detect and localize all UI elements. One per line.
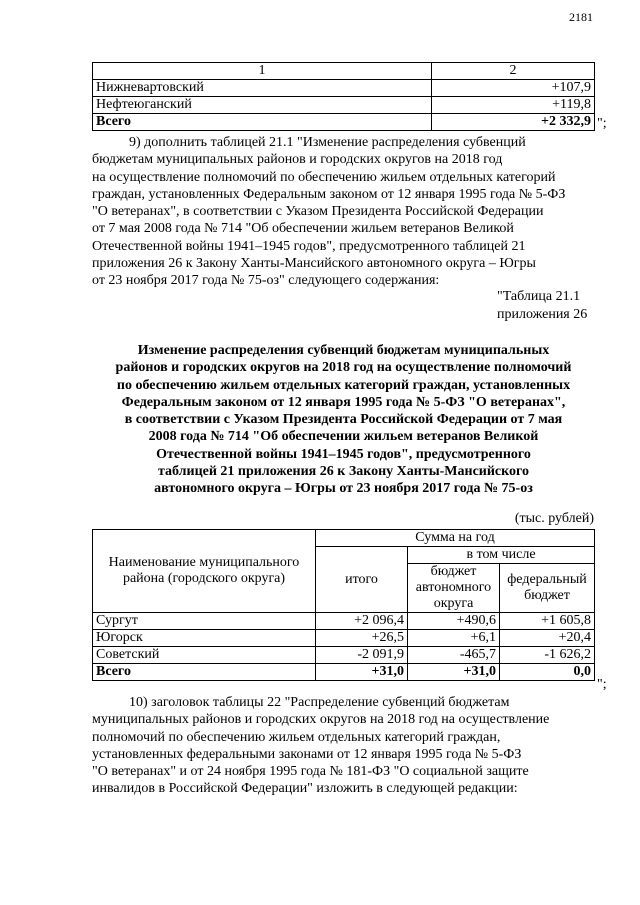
title-line: Изменение распределения субвенций бюджетам муниципальных <box>137 343 550 358</box>
table-total-row <box>93 664 595 681</box>
paragraph-text: на осуществление полномочий по обеспечению жильем отдельных категорий <box>92 169 556 185</box>
title-line: районов и городских округов на 2018 год на осуществление полномочий <box>115 360 572 376</box>
paragraph-text: инвалидов в Российской Федерации" изложить в следующей редакции: <box>92 781 518 797</box>
table-header-row <box>93 63 595 80</box>
table-reference-line: "Таблица 21.1 <box>497 289 581 304</box>
title-line: автономного округа – Югры от 23 ноября 2017 года № 75-оз <box>154 481 533 497</box>
paragraph-text: муниципальных районов и городских округов на 2018 год на осуществление <box>92 712 550 728</box>
title-line: по обеспечению жильем отдельных категорий граждан, установленных <box>116 377 571 393</box>
table-row <box>93 630 595 647</box>
table-title <box>92 342 595 498</box>
paragraph-text: 9) дополнить таблицей 21.1 "Изменение распределения субвенций <box>129 135 526 150</box>
paragraph-text: от 7 мая 2008 года № 714 "Об обеспечении жильем ветеранов Великой <box>92 221 514 237</box>
page-number: 2181 <box>569 10 593 24</box>
district-value: +119,8 <box>432 97 595 114</box>
paragraph-text: "О ветеранах", в соответствии с Указом Президента Российской Федерации <box>92 204 544 220</box>
value-total: +2 096,4 <box>316 613 408 630</box>
total-label: Всего <box>93 664 316 681</box>
table-row <box>93 97 595 114</box>
district-name: Нижневартовский <box>93 80 432 97</box>
table-reference <box>497 288 587 324</box>
total-value: +31,0 <box>316 664 408 681</box>
column-number: 1 <box>93 63 432 80</box>
table-row <box>93 613 595 630</box>
value-total: +26,5 <box>316 630 408 647</box>
paragraph-text: Отечественной войны 1941–1945 годов", предусмотренного таблицей 21 <box>92 238 526 254</box>
paragraph-text: бюджетам муниципальных районов и городских округов на 2018 год <box>92 152 503 168</box>
closing-quote: "; <box>597 116 607 131</box>
value-regional: +6,1 <box>408 630 500 647</box>
title-line: Отечественной войны 1941–1945 годов", предусмотренного <box>156 446 531 462</box>
value-total: -2 091,9 <box>316 647 408 664</box>
table-reference-line: приложения 26 <box>497 307 588 322</box>
district-name: Советский <box>93 647 316 664</box>
value-federal: +20,4 <box>500 630 595 647</box>
total-federal: 0,0 <box>500 664 595 681</box>
paragraph-text: от 23 ноября 2017 года № 75-оз" следующего содержания: <box>92 273 440 289</box>
table-total-row <box>93 114 595 131</box>
table-row <box>93 80 595 97</box>
title-line: Федеральным законом от 12 января 1995 года № 5-ФЗ "О ветеранах", <box>121 394 566 410</box>
paragraph-item-9 <box>92 134 595 290</box>
paragraph-text: приложения 26 к Закону Ханты-Мансийского автономного округа – Югры <box>92 256 536 272</box>
header-regional: бюджет автономного округа <box>408 564 500 613</box>
header-name: Наименование муниципального района (городского округа) <box>93 530 316 613</box>
value-federal: -1 626,2 <box>500 647 595 664</box>
value-regional: -465,7 <box>408 647 500 664</box>
header-total: итого <box>316 547 408 613</box>
paragraph-text: полномочий по обеспечению жильем отдельных категорий граждан, <box>92 729 501 745</box>
paragraph-text: граждан, установленных Федеральным законом от 12 января 1995 года № 5-ФЗ <box>92 186 566 202</box>
column-number: 2 <box>432 63 595 80</box>
closing-quote: "; <box>597 677 607 692</box>
paragraph-item-10 <box>92 694 595 798</box>
total-label: Всего <box>93 114 432 131</box>
title-line: 2008 года № 714 "Об обеспечении жильем ветеранов Великой <box>148 429 539 445</box>
district-name: Нефтеюганский <box>93 97 432 114</box>
unit-label: (тыс. рублей) <box>514 511 594 526</box>
paragraph-text: "О ветеранах" и от 24 ноября 1995 года № 181-ФЗ "О социальной защите <box>92 764 529 780</box>
table-header-row <box>93 530 595 547</box>
header-including: в том числе <box>408 547 595 564</box>
total-regional: +31,0 <box>408 664 500 681</box>
district-value: +107,9 <box>432 80 595 97</box>
paragraph-text: установленных федеральными законами от 12 января 1995 года № 5-ФЗ <box>92 746 522 762</box>
continuation-table <box>92 62 595 131</box>
total-value: +2 332,9 <box>432 114 595 131</box>
district-name: Сургут <box>93 613 316 630</box>
title-line: таблицей 21 приложения 26 к Закону Ханты-Мансийского <box>157 464 530 480</box>
header-sum: Сумма на год <box>316 530 595 547</box>
header-federal: федеральный бюджет <box>500 564 595 613</box>
value-regional: +490,6 <box>408 613 500 630</box>
subvention-table <box>92 529 595 681</box>
value-federal: +1 605,8 <box>500 613 595 630</box>
district-name: Югорск <box>93 630 316 647</box>
paragraph-text: 10) заголовок таблицы 22 "Распределение субвенций бюджетам <box>129 695 510 710</box>
table-row <box>93 647 595 664</box>
title-line: в соответствии с Указом Президента Российской Федерации от 7 мая <box>124 412 563 428</box>
